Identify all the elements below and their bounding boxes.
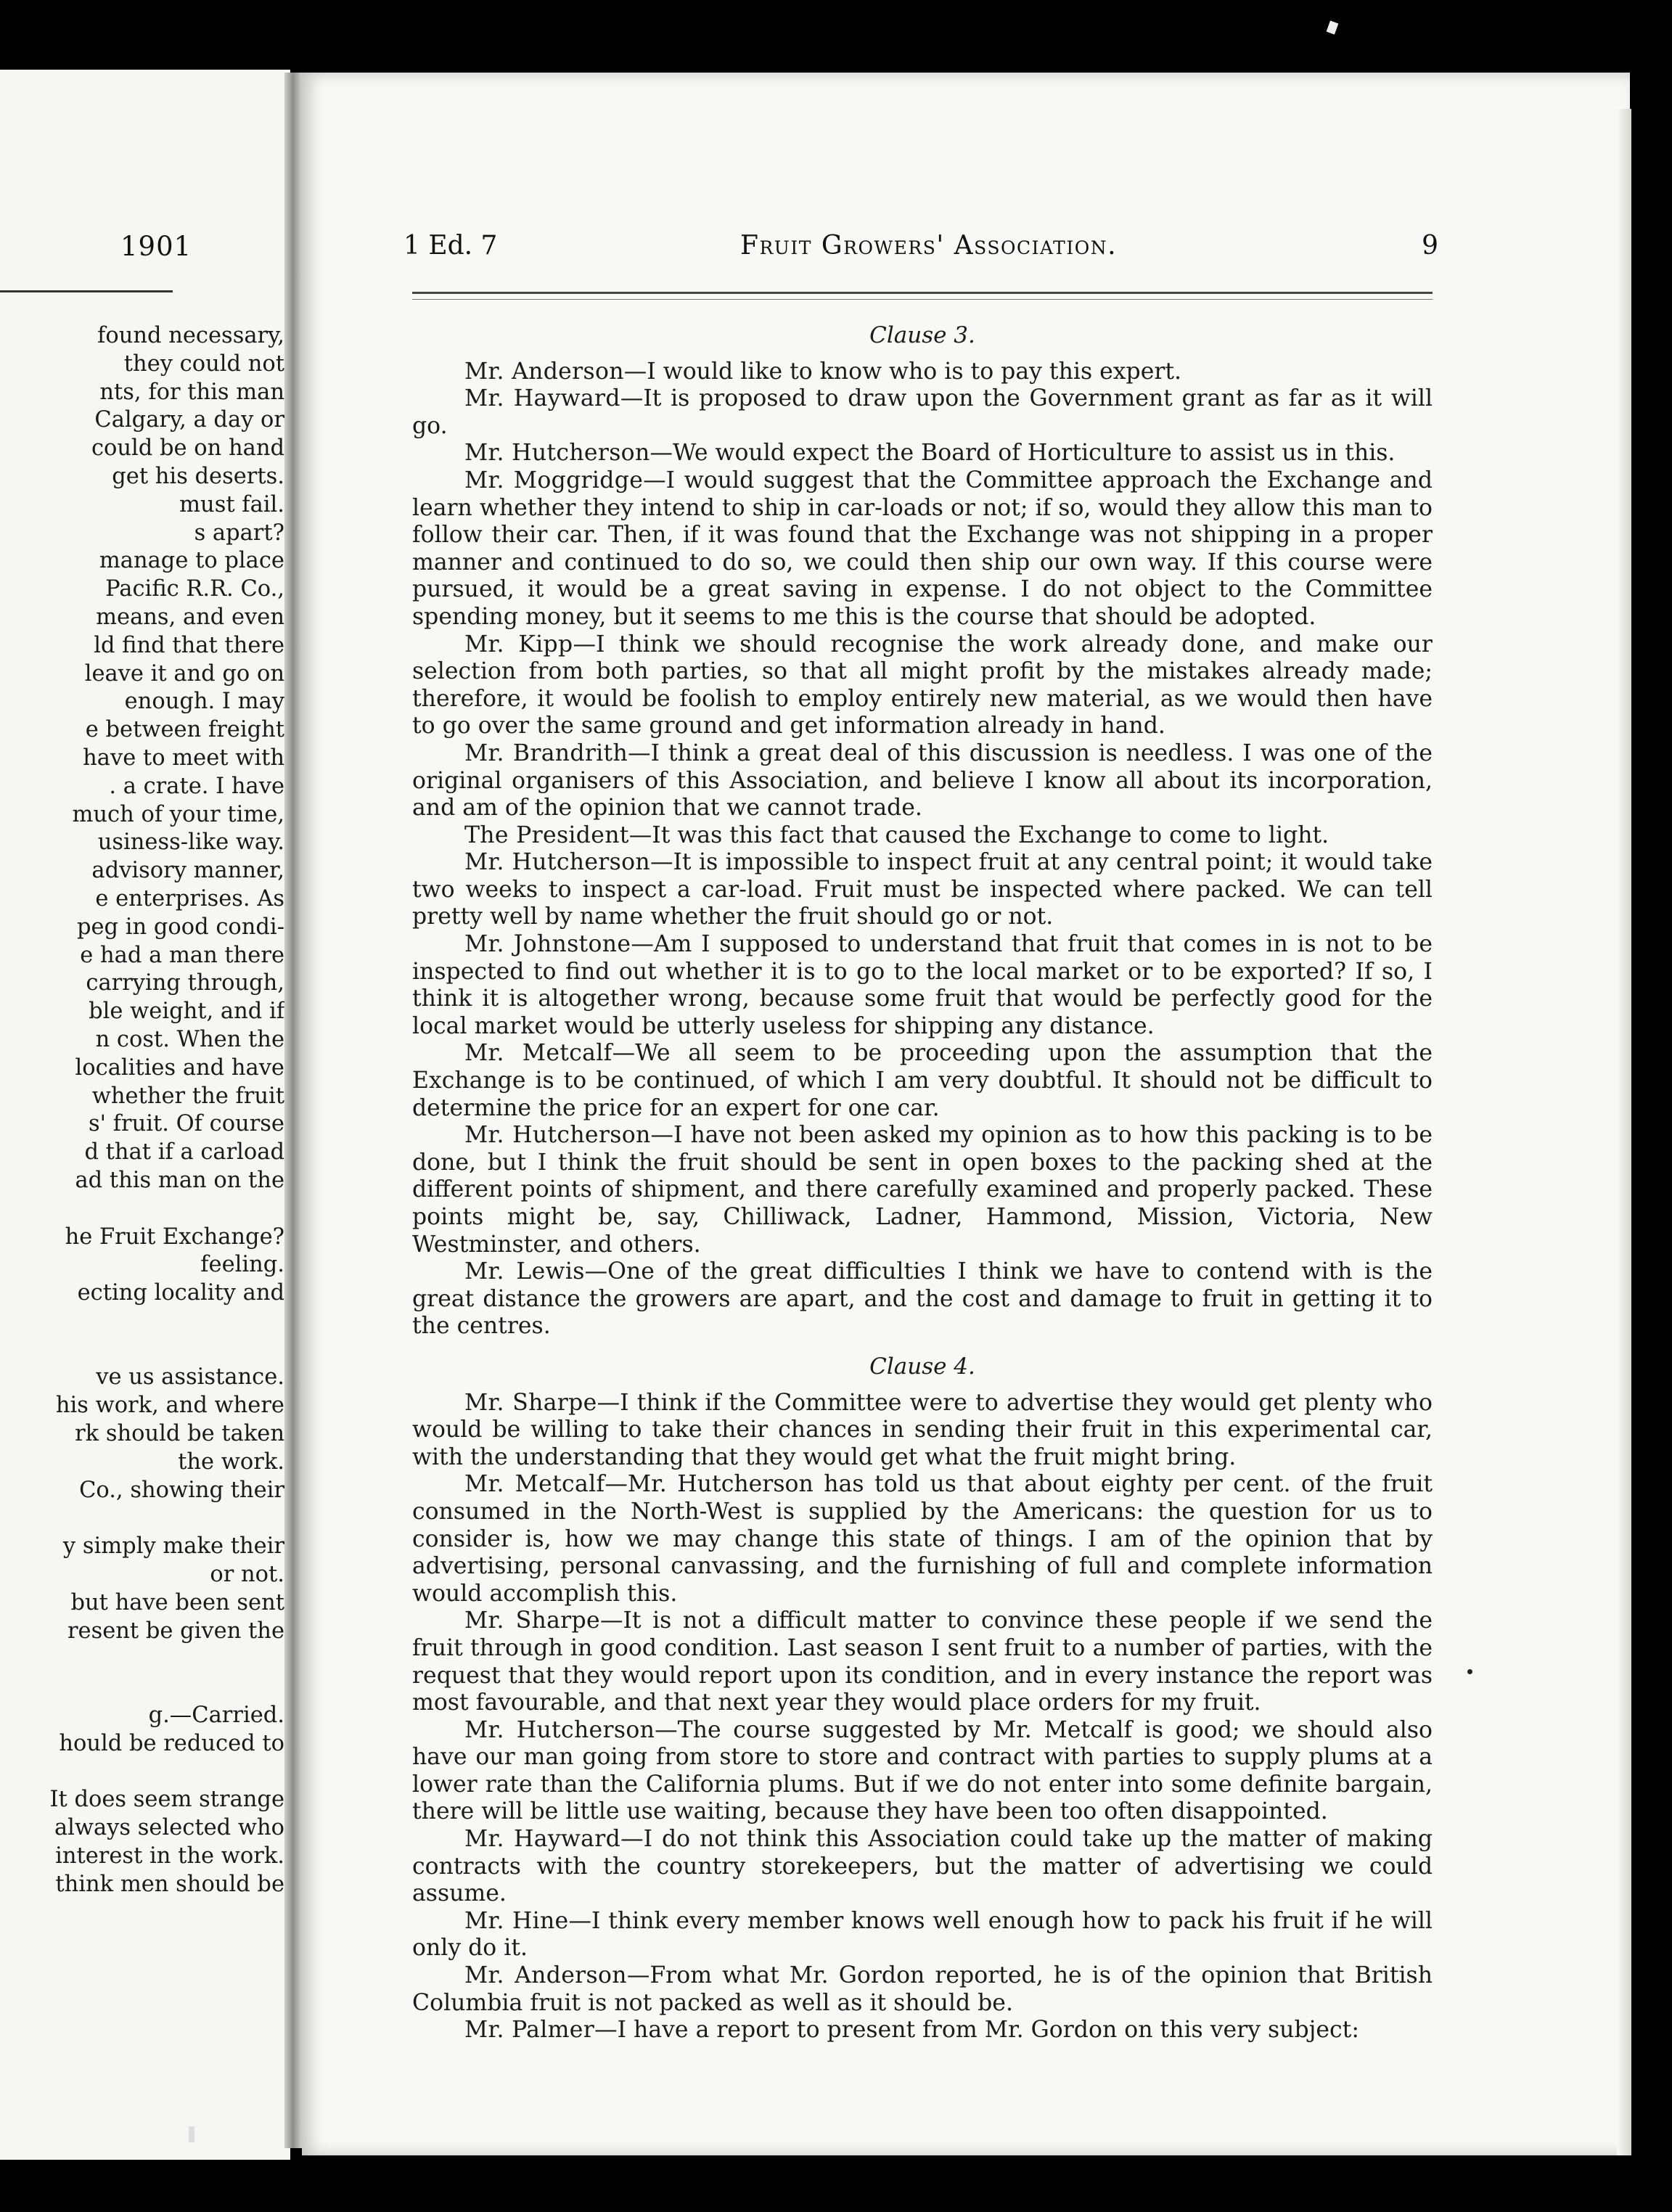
left-page-line xyxy=(0,1674,284,1702)
speaker-name: Mr. Hine xyxy=(464,1907,569,1934)
speaker-name: Mr. Johnstone xyxy=(464,931,631,958)
speaker-name: Mr. Anderson xyxy=(464,1962,627,1989)
left-page-line: he Fruit Exchange? xyxy=(65,1224,284,1250)
header-rule xyxy=(412,292,1433,294)
left-page-line: leave it and go on xyxy=(84,660,284,687)
left-page-line: ve us assistance. xyxy=(96,1364,284,1390)
clause-4-discussion xyxy=(412,1390,1433,2044)
discussion-paragraph: Mr. Hutcherson—We would expect the Board of Horticulture to assist us in this. xyxy=(464,440,1396,467)
speaker-name: Mr. Hayward xyxy=(464,385,620,412)
left-page-rule xyxy=(0,290,173,292)
left-page-line: enough. I may xyxy=(124,689,284,715)
discussion-paragraph: Mr. Hayward—I do not think this Association could take up the matter of making contracts with the country storekeepers, but the matter of advertising we could assume. xyxy=(412,1826,1433,1907)
discussion-paragraph: Mr. Sharpe—I think if the Committee were to advertise they would get plenty who would be willing to take their chances in sending their fruit in this experimental car, with the understanding that they would get what the fruit might bring. xyxy=(412,1389,1433,1470)
speaker-remark: We all seem to be proceeding upon the assumption that the Exchange is to be continued, of which I am very doubtful. It should not be difficult to determine the price for an expert for one car. xyxy=(412,1040,1433,1121)
page-edge xyxy=(1617,109,1631,2155)
discussion-paragraph: Mr. Palmer—I have a report to present from Mr. Gordon on this very subject: xyxy=(464,2017,1359,2044)
left-page-line: rk should be taken xyxy=(75,1421,284,1447)
discussion-paragraph: The President—It was this fact that caused the Exchange to come to light. xyxy=(464,822,1329,848)
speaker-remark: It is impossible to inspect fruit at any central point; it would take two weeks to inspect a car-load. Fruit must be inspected where packed. We can tell pretty well by name whether the fruit should go or not. xyxy=(412,849,1433,930)
speaker-remark: The course suggested by Mr. Metcalf is good; we should also have our man going from store to store and contract with parties to supply plums at a lower rate than the California plums. But if we do not enter into some definite bargain, there will be little use waiting, because they have been too often disappointed. xyxy=(412,1716,1433,1825)
discussion-paragraph: Mr. Lewis—One of the great difficulties I think we have to contend with is the great distance the growers are apart, and the cost and damage to fruit in getting it to the centres. xyxy=(412,1258,1433,1340)
discussion-paragraph: Mr. Hutcherson—It is impossible to inspect fruit at any central point; it would take two weeks to inspect a car-load. Fruit must be inspected where packed. We can tell pretty well by name whether the fruit should go or not. xyxy=(412,849,1433,930)
left-page-line: s apart? xyxy=(194,520,284,546)
left-page-line: usiness-like way. xyxy=(97,830,284,856)
scan-speck-bottom xyxy=(189,2126,194,2142)
discussion-paragraph: Mr. Anderson—From what Mr. Gordon reported, he is of the opinion that British Columbia fruit is not packed as well as it should be. xyxy=(412,1962,1433,2016)
left-page-line: g.—Carried. xyxy=(148,1703,284,1729)
speaker-remark: I think we should recognise the work already done, and make our selection from both parties, so that all might profit by the mistakes already made; therefore, it would be foolish to employ entirely new material, as we would then have to go over the same ground and get information already in hand. xyxy=(412,631,1433,740)
speaker-remark: Am I supposed to understand that fruit that comes in is not to be inspected to find out whether it is to go to the local market or to be exported? If so, I think it is altogether wrong, because some fruit that would be perfectly good for the local market would be utterly useless for shipping any distance. xyxy=(412,931,1433,1039)
left-page-line xyxy=(0,1308,284,1336)
speaker-remark: It is not a difficult matter to convince these people if we send the fruit through in good condition. Last season I sent fruit to a number of parties, with the request that they would report upon its condition, and in every instance the report was most favourable, and that next year they would place orders for my fruit. xyxy=(412,1607,1433,1716)
speaker-remark: Mr. Hutcherson has told us that about eighty per cent. of the fruit consumed in the North-West is supplied by the Americans: the question for us to consider is, how we may change this state of things. I am of the opinion that by advertising, personal canvassing, and the furnishing of full and complete information would accomplish this. xyxy=(412,1471,1433,1607)
left-page-line: think men should be xyxy=(55,1871,284,1897)
left-page-line: get his deserts. xyxy=(112,463,284,489)
running-head xyxy=(403,231,1438,263)
discussion-paragraph: Mr. Metcalf—We all seem to be proceeding upon the assumption that the Exchange is to be continued, of which I am very doubtful. It should not be difficult to determine the price for an expert for one car. xyxy=(412,1040,1433,1121)
left-page-line: advisory manner, xyxy=(91,858,284,884)
speaker-remark: I think every member knows well enough how to pack his fruit if he will only do it. xyxy=(412,1907,1433,1962)
speaker-name: Mr. Palmer xyxy=(464,2017,595,2044)
left-page-line: found necessary, xyxy=(97,323,284,348)
left-page-line xyxy=(0,1758,284,1787)
speaker-name: Mr. Kipp xyxy=(464,631,573,658)
left-page-line: peg in good condi- xyxy=(76,914,284,940)
left-page-line: localities and have xyxy=(75,1054,284,1081)
discussion-paragraph: Mr. Hutcherson—I have not been asked my opinion as to how this packing is to be done, but I think the fruit should be sent in open boxes to the packing shed at the different points of shipment, and there carefully examined and properly packed. These points might be, say, Chilliwack, Ladner, Hammond, Mission, Victoria, New Westminster, and others. xyxy=(412,1122,1433,1258)
left-page-line: n cost. When the xyxy=(95,1026,284,1052)
discussion-paragraph: Mr. Hayward—It is proposed to draw upon the Government grant as far as it will go. xyxy=(412,385,1433,439)
left-page-line: ld find that there xyxy=(94,632,284,658)
left-page-line xyxy=(0,1195,284,1224)
left-page-line: d that if a carload xyxy=(84,1139,284,1166)
left-page-line: his work, and where xyxy=(55,1393,284,1419)
left-page-line: the work. xyxy=(178,1449,284,1475)
left-page-line: nts, for this man xyxy=(99,379,284,405)
left-page-line: Pacific R.R. Co., xyxy=(105,576,284,602)
left-page-text xyxy=(0,322,284,1899)
left-page-line xyxy=(0,1336,284,1364)
speaker-remark: From what Mr. Gordon reported, he is of the opinion that British Columbia fruit is not packed as well as it should be. xyxy=(412,1962,1433,2016)
speaker-name: Mr. Hayward xyxy=(464,1826,621,1853)
left-page-line: much of your time, xyxy=(72,801,284,827)
speaker-remark: I would like to know who is to pay this expert. xyxy=(647,358,1182,385)
left-page-line: resent be given the xyxy=(67,1618,284,1644)
left-page-line: y simply make their xyxy=(62,1533,284,1560)
left-page-line: must fail. xyxy=(179,491,284,517)
header-rule-thin xyxy=(412,299,1433,300)
left-page-line: carrying through, xyxy=(86,970,284,996)
discussion-paragraph: Mr. Moggridge—I would suggest that the Committee approach the Exchange and learn whether they intend to ship in car-loads or not; if so, would they allow this man to follow their car. Then, if it was found that the Exchange was not shipping in a proper manner and continued to do so, we could then ship our own way. If this course were pursued, it would be a great saving in expense. I do not object to the Committee spending money, but it seems to me this is the course that should be adopted. xyxy=(412,467,1433,630)
speaker-name: Mr. Sharpe xyxy=(464,1389,597,1416)
discussion-paragraph: Mr. Sharpe—It is not a difficult matter to convince these people if we send the fruit through in good condition. Last season I sent fruit to a number of parties, with the request that they would report upon its condition, and in every instance the report was most favourable, and that next year they would place orders for my fruit. xyxy=(412,1607,1433,1716)
speaker-name: Mr. Moggridge xyxy=(464,467,644,493)
left-page-line: Calgary, a day or xyxy=(94,407,284,433)
speaker-remark: I would suggest that the Committee approach the Exchange and learn whether they intend to ship in car-loads or not; if so, would they allow this man to follow their car. Then, if it was found that the Exchange was not shipping in a proper manner and continued to do so, we could then ship our own way. If this course were pursued, it would be a great saving in expense. I do not object to the Committee spending money, but it seems to me this is the course that should be adopted. xyxy=(412,467,1433,630)
speaker-remark: I do not think this Association could take up the matter of making contracts with the country storekeepers, but the matter of advertising we could assume. xyxy=(412,1826,1433,1907)
left-page-line xyxy=(0,1504,284,1533)
left-page-line: e enterprises. As xyxy=(95,885,284,912)
clause-3-heading: Clause 3. xyxy=(869,322,975,348)
running-head-title: Fruit Growers' Association. xyxy=(740,231,1118,261)
speaker-name: Mr. Metcalf xyxy=(464,1040,612,1067)
margin-dot xyxy=(1467,1669,1472,1674)
left-page-line: hould be reduced to xyxy=(59,1730,284,1756)
left-page-line: ad this man on the xyxy=(75,1167,284,1193)
page-body xyxy=(412,319,1433,2044)
speaker-name: Mr. Hutcherson xyxy=(464,1716,655,1743)
discussion-paragraph: Mr. Metcalf—Mr. Hutcherson has told us that about eighty per cent. of the fruit consumed in the North-West is supplied by the Americans: the question for us to consider is, how we may change this state of things. I am of the opinion that by advertising, personal canvassing, and the furnishing of full and complete information would accomplish this. xyxy=(412,1471,1433,1607)
left-page-line: It does seem strange xyxy=(49,1787,284,1813)
speaker-name: The President xyxy=(464,822,629,848)
left-page-line: Co., showing their xyxy=(79,1477,284,1503)
left-page-year: 1901 xyxy=(120,231,192,262)
speaker-name: Mr. Brandrith xyxy=(464,740,628,766)
discussion-paragraph: Mr. Hine—I think every member knows well enough how to pack his fruit if he will only do it. xyxy=(412,1907,1433,1962)
speaker-remark: I have not been asked my opinion as to how this packing is to be done, but I think the fruit should be sent in open boxes to the packing shed at the different points of shipment, and there carefully examined and properly packed. These points might be, say, Chilliwack, Ladner, Hammond, Mission, Victoria, New Westminster, and others. xyxy=(412,1122,1433,1258)
left-page-line: they could not xyxy=(123,351,284,377)
speaker-name: Mr. Hutcherson xyxy=(464,1122,651,1149)
left-page-line: ecting locality and xyxy=(77,1280,284,1306)
speaker-name: Mr. Sharpe xyxy=(464,1607,600,1634)
left-page-line: could be on hand xyxy=(91,435,284,462)
page-number: 9 xyxy=(1422,231,1438,261)
discussion-paragraph: Mr. Kipp—I think we should recognise the work already done, and make our selection from both parties, so that all might profit by the mistakes already made; therefore, it would be foolish to employ entirely new material, as we would then have to go over the same ground and get information already in hand. xyxy=(412,631,1433,740)
discussion-paragraph: Mr. Johnstone—Am I supposed to understand that fruit that comes in is not to be inspected to find out whether it is to go to the local market or to be exported? If so, I think it is altogether wrong, because some fruit that would be perfectly good for the local market would be utterly useless for shipping any distance. xyxy=(412,931,1433,1039)
left-page-line: manage to place xyxy=(99,548,284,574)
speaker-name: Mr. Hutcherson xyxy=(464,849,650,876)
speaker-remark: I think if the Committee were to advertise they would get plenty who would be willing to take their chances in sending their fruit in this experimental car, with the understanding that they would get what the fruit might bring. xyxy=(412,1389,1433,1470)
left-page-line: always selected who xyxy=(54,1815,284,1841)
speaker-name: Mr. Metcalf xyxy=(464,1471,605,1498)
left-page-line: have to meet with xyxy=(83,745,284,771)
discussion-paragraph: Mr. Brandrith—I think a great deal of this discussion is needless. I was one of the original organisers of this Association, and believe I know all about its incorporation, and am of the opinion that we cannot trade. xyxy=(412,740,1433,822)
discussion-paragraph: Mr. Hutcherson—The course suggested by Mr. Metcalf is good; we should also have our man going from store to store and contract with parties to supply plums at a lower rate than the California plums. But if we do not enter into some definite bargain, there will be little use waiting, because they have been too often disappointed. xyxy=(412,1716,1433,1825)
speaker-remark: It was this fact that caused the Exchange to come to light. xyxy=(652,822,1329,848)
left-page-line: . a crate. I have xyxy=(109,773,284,799)
book-gutter xyxy=(284,73,303,2148)
left-page-line: e had a man there xyxy=(80,942,284,968)
left-page-line: interest in the work. xyxy=(55,1843,284,1869)
speaker-name: Mr. Anderson xyxy=(464,358,624,385)
running-head-edition: 1 Ed. 7 xyxy=(403,231,498,261)
scan-speck xyxy=(1327,20,1339,34)
speaker-remark: One of the great difficulties I think we have to contend with is the great distance the growers are apart, and the cost and damage to fruit in getting it to the centres. xyxy=(412,1258,1433,1340)
speaker-remark: We would expect the Board of Horticulture to assist us in this. xyxy=(673,440,1396,467)
speaker-remark: I have a report to present from Mr. Gordon on this very subject: xyxy=(617,2017,1359,2044)
speaker-remark: I think a great deal of this discussion is needless. I was one of the original organisers of this Association, and believe I know all about its incorporation, and am of the opinion that we cannot trade. xyxy=(412,740,1433,822)
speaker-name: Mr. Hutcherson xyxy=(464,440,650,467)
left-page-line: ble weight, and if xyxy=(89,999,284,1025)
discussion-paragraph: Mr. Anderson—I would like to know who is to pay this expert. xyxy=(464,358,1182,385)
speaker-name: Mr. Lewis xyxy=(464,1258,585,1285)
left-page-line: or not. xyxy=(210,1562,284,1588)
clause-4-heading: Clause 4. xyxy=(869,1353,975,1380)
left-page-line: e between freight xyxy=(85,717,284,743)
left-page-line xyxy=(0,1645,284,1674)
speaker-remark: It is proposed to draw upon the Government grant as far as it will go. xyxy=(412,385,1433,439)
clause-3-discussion xyxy=(412,359,1433,1340)
left-page-line: but have been sent xyxy=(70,1589,284,1615)
left-page-line: s' fruit. Of course xyxy=(88,1111,284,1137)
left-page-line: whether the fruit xyxy=(91,1083,284,1109)
left-page-line: feeling. xyxy=(200,1252,284,1278)
left-page-line: means, and even xyxy=(96,604,284,630)
